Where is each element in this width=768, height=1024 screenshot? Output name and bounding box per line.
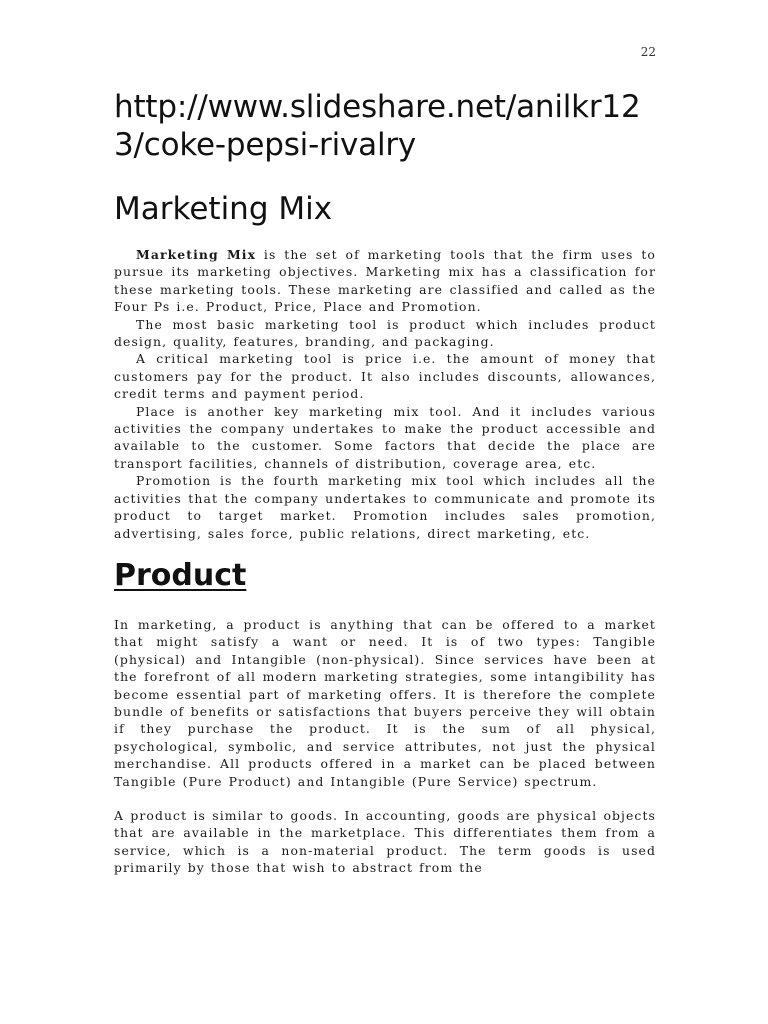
marketing-mix-section [114,246,656,542]
marketing-mix-paragraph-3: A critical marketing tool is price i.e. the amount of money that customers pay for the product. It also includes discounts, allowances, credit terms and payment period. [114,351,656,402]
marketing-mix-paragraph-4: Place is another key marketing mix tool. And it includes various activities the company undertakes to make the product accessible and available to the customer. Some factors that decide the place are transport facilities, channels of distribution, coverage area, etc. [114,403,656,471]
product-section [114,616,656,875]
marketing-mix-term: Marketing Mix [136,247,257,262]
marketing-mix-paragraph-1 [114,246,656,316]
source-url-heading: http://www.slideshare.net/anilkr123/coke-pepsi-rivalry [114,89,641,163]
page-number: 22 [640,45,656,59]
marketing-mix-heading: Marketing Mix [114,191,333,227]
marketing-mix-paragraph-5: Promotion is the fourth marketing mix tool which includes all the activities that the company undertakes to communicate and promote its product to target market. Promotion includes sales promotion, advertising, sales force, public relations, direct marketing, etc. [114,473,656,541]
marketing-mix-definition: is the set of marketing tools that the firm uses to pursue its marketing objectives. Marketing mix has a classification for these marketing tools. These marketing are classified and called as the Four Ps i.e. Product, Price, Place and Promotion. [114,247,656,315]
product-paragraph-1: In marketing, a product is anything that can be offered to a market that might satisfy a want or need. It is of two types: Tangible (physical) and Intangible (non-physical). Since services have been at the forefront of all modern marketing strategies, some intangibility has become essential part of marketing offers. It is therefore the complete bundle of benefits or satisfactions that buyers perceive they will obtain if they purchase the product. It is the sum of all physical, psychological, symbolic, and service attributes, not just the physical merchandise. All products offered in a market can be placed between Tangible (Pure Product) and Intangible (Pure Service) spectrum. [114,616,656,789]
product-heading: Product [114,557,247,593]
document-body [114,88,656,875]
product-paragraph-2: A product is similar to goods. In accounting, goods are physical objects that are available in the marketplace. This differentiates them from a service, which is a non-material product. The term goods is used primarily by those that wish to abstract from the [114,807,656,875]
marketing-mix-paragraph-2: The most basic marketing tool is product which includes product design, quality, features, branding, and packaging. [114,316,656,350]
